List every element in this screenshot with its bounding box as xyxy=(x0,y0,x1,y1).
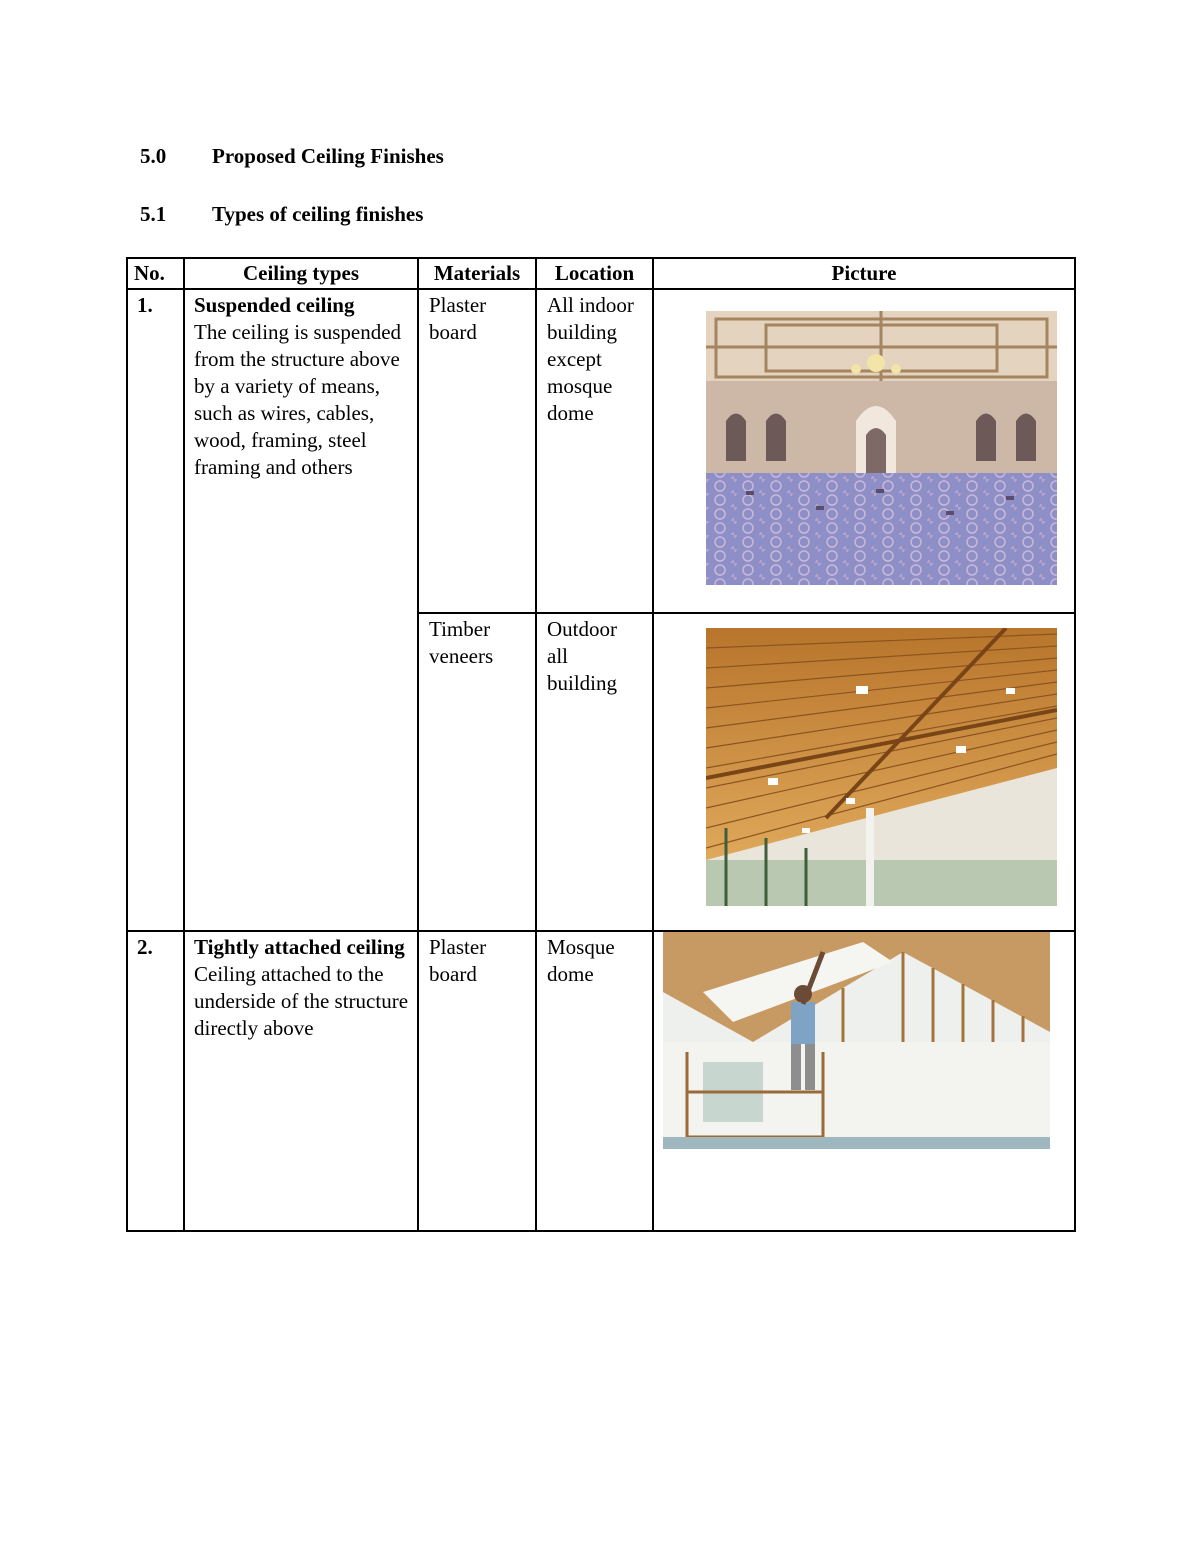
ceiling-finishes-table xyxy=(126,257,1076,1232)
section-title: Proposed Ceiling Finishes xyxy=(212,144,444,168)
picture-cell xyxy=(653,613,1075,931)
subsection-number: 5.1 xyxy=(140,202,167,226)
section-number: 5.0 xyxy=(140,144,167,168)
ceiling-type-description: The ceiling is suspended from the structure above by a variety of means, such as wires, cables, wood, framing, steel framing and others xyxy=(194,320,402,479)
ceiling-type-cell xyxy=(184,931,418,1231)
row-number: 1. xyxy=(127,289,184,931)
ceiling-type-description: Ceiling attached to the underside of the structure directly above xyxy=(194,962,409,1040)
row-number: 2. xyxy=(127,931,184,1231)
location-cell: All indoor building except mosque dome xyxy=(536,289,653,613)
picture-cell xyxy=(653,289,1075,613)
ceiling-type-title: Suspended ceiling xyxy=(194,293,355,317)
section-heading xyxy=(140,144,444,169)
worker-installing-plasterboard-photo xyxy=(663,932,1050,1149)
table-header-row xyxy=(127,258,1075,289)
material-cell: Timber veneers xyxy=(418,613,536,931)
timber-slat-ceiling-photo xyxy=(706,628,1057,906)
subsection-heading xyxy=(140,202,423,227)
ceiling-type-cell xyxy=(184,289,418,931)
material-cell: Plaster board xyxy=(418,289,536,613)
material-cell: Plaster board xyxy=(418,931,536,1231)
header-ceiling-types: Ceiling types xyxy=(184,258,418,289)
header-materials: Materials xyxy=(418,258,536,289)
location-cell: Outdoor all building xyxy=(536,613,653,931)
mosque-prayer-hall-photo xyxy=(706,311,1057,585)
header-location: Location xyxy=(536,258,653,289)
picture-cell xyxy=(653,931,1075,1231)
ceiling-type-title: Tightly attached ceiling xyxy=(194,935,405,959)
location-cell: Mosque dome xyxy=(536,931,653,1231)
table-row xyxy=(127,931,1075,1231)
subsection-title: Types of ceiling finishes xyxy=(212,202,424,226)
header-picture: Picture xyxy=(653,258,1075,289)
table-row xyxy=(127,289,1075,613)
header-no: No. xyxy=(127,258,184,289)
